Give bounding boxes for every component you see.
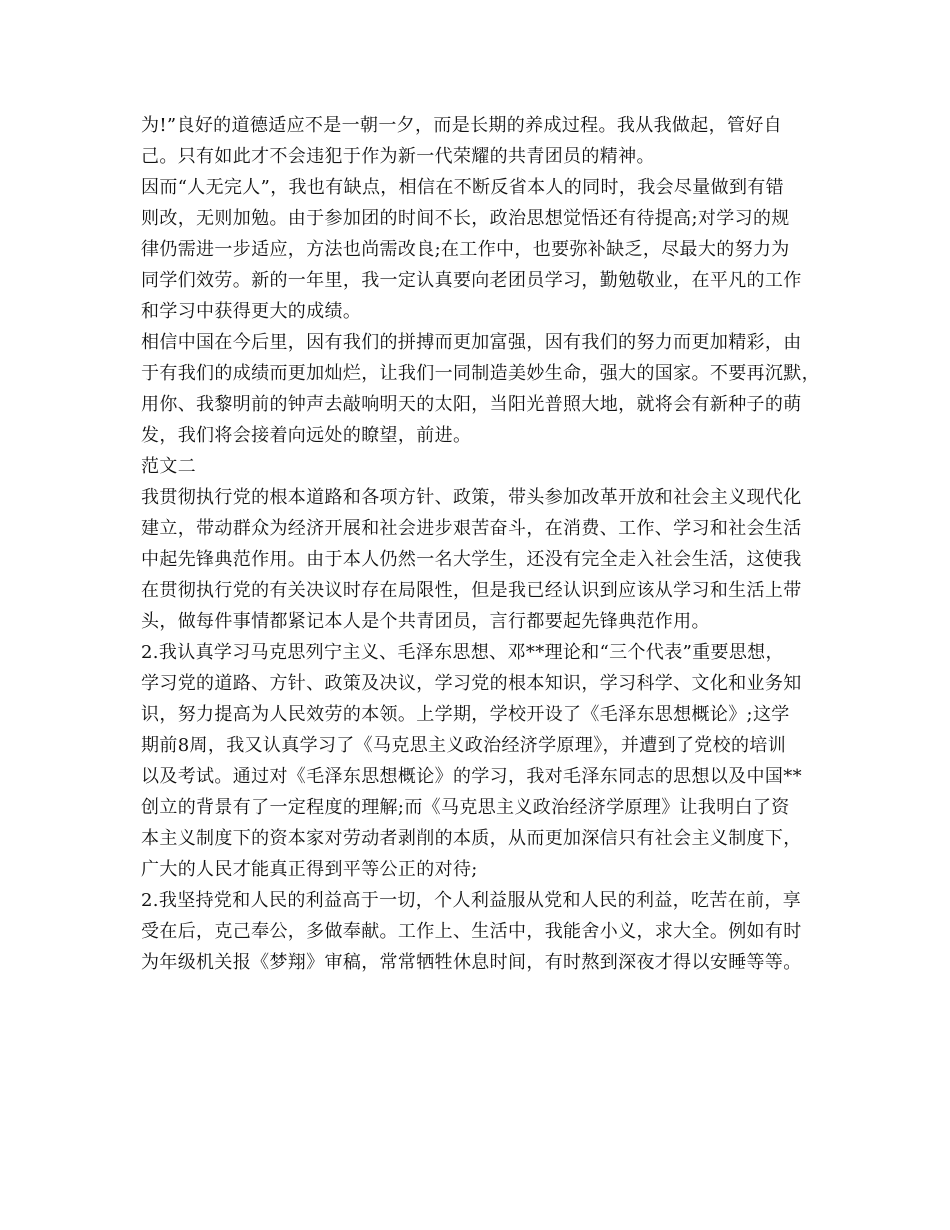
text-line: 头，做每件事情都紧记本人是个共青团员，言行都要起先锋典范作用。 bbox=[141, 611, 710, 632]
text-line: 于有我们的成绩而更加灿烂，让我们一同制造美妙生命，强大的国家。不要再沉默， bbox=[141, 363, 820, 384]
text-line: 则改，无则加勉。由于参加团的时间不长，政治思想觉悟还有待提高;对学习的规 bbox=[141, 208, 790, 229]
text-line: 在贯彻执行党的有关决议时存在局限性，但是我已经认识到应该从学习和生活上带 bbox=[141, 580, 802, 601]
text-line: 创立的背景有了一定程度的理解;而《马克思主义政治经济学原理》让我明白了资 bbox=[141, 797, 790, 818]
text-line: 识，努力提高为人民效劳的本领。上学期，学校开设了《毛泽东思想概论》;这学 bbox=[141, 704, 790, 725]
text-line: 己。只有如此才不会违犯于作为新一代荣耀的共青团员的精神。 bbox=[141, 146, 655, 167]
text-line: 因而“人无完人”，我也有缺点，相信在不断反省本人的同时，我会尽量做到有错 bbox=[141, 177, 785, 198]
text-line: 中起先锋典范作用。由于本人仍然一名大学生，还没有完全走入社会生活，这使我 bbox=[141, 549, 802, 570]
text-line: 用你、我黎明前的钟声去敲响明天的太阳，当阳光普照大地，就将会有新种子的萌 bbox=[141, 394, 802, 415]
text-line: 期前8周，我又认真学习了《马克思主义政治经济学原理》，并遭到了党校的培训 bbox=[141, 735, 787, 756]
text-line: 为!”良好的道德适应不是一朝一夕，而是长期的养成过程。我从我做起，管好自 bbox=[141, 115, 783, 136]
text-line: 以及考试。通过对《毛泽东思想概论》的学习，我对毛泽东同志的思想以及中国** bbox=[141, 766, 802, 787]
text-line: 同学们效劳。新的一年里，我一定认真要向老团员学习，勤勉敬业，在平凡的工作 bbox=[141, 270, 802, 291]
text-line: 和学习中获得更大的成绩。 bbox=[141, 301, 362, 322]
document-body bbox=[141, 110, 821, 978]
text-line: 建立，带动群众为经济开展和社会进步艰苦奋斗，在消费、工作、学习和社会生活 bbox=[141, 518, 802, 539]
text-line: 2.我认真学习马克思列宁主义、毛泽东思想、邓**理论和“三个代表”重要思想， bbox=[141, 642, 784, 663]
text-line: 2.我坚持党和人民的利益高于一切，个人利益服从党和人民的利益，吃苦在前，享 bbox=[141, 890, 802, 911]
text-line: 我贯彻执行党的根本道路和各项方针、政策，带头参加改革开放和社会主义现代化 bbox=[141, 487, 802, 508]
text-line: 律仍需进一步适应，方法也尚需改良;在工作中，也要弥补缺乏，尽最大的努力为 bbox=[141, 239, 790, 260]
text-line: 相信中国在今后里，因有我们的拼搏而更加富强，因有我们的努力而更加精彩，由 bbox=[141, 332, 802, 353]
text-line: 广大的人民才能真正得到平等公正的对待; bbox=[141, 859, 478, 880]
text-line: 本主义制度下的资本家对劳动者剥削的本质，从而更加深信只有社会主义制度下， bbox=[141, 828, 802, 849]
text-line: 为年级机关报《梦翔》审稿，常常牺牲休息时间，有时熬到深夜才得以安睡等等。 bbox=[141, 952, 802, 973]
text-line: 发，我们将会接着向远处的瞭望，前进。 bbox=[141, 425, 472, 446]
section-heading: 范文二 bbox=[141, 456, 197, 477]
text-line: 受在后，克己奉公，多做奉献。工作上、生活中，我能舍小义，求大全。例如有时 bbox=[141, 921, 802, 942]
text-line: 学习党的道路、方针、政策及决议，学习党的根本知识，学习科学、文化和业务知 bbox=[141, 673, 802, 694]
